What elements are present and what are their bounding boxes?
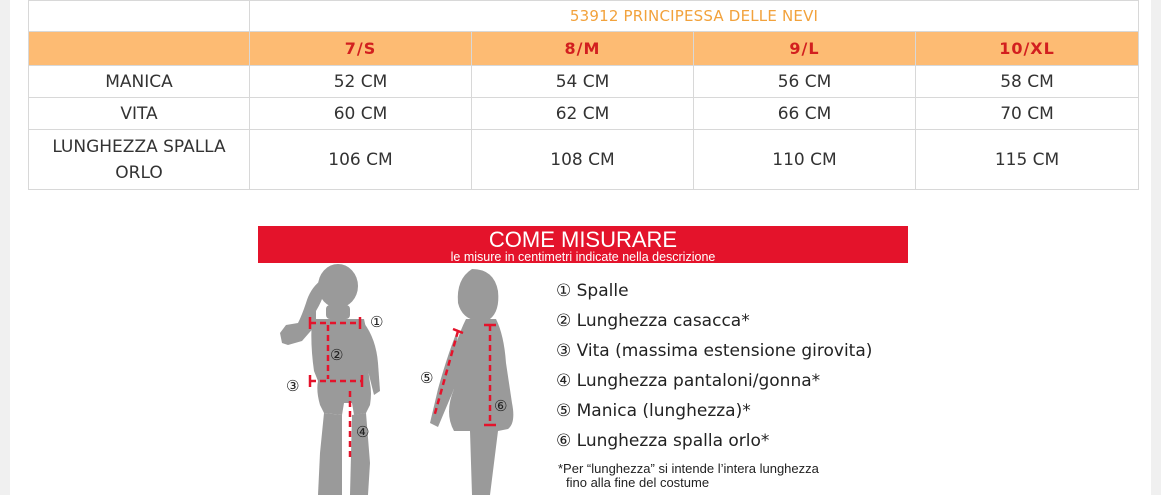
marker-5: ⑤ xyxy=(420,369,434,387)
table-cell: 110 CM xyxy=(694,130,916,190)
marker-3: ③ xyxy=(286,377,300,395)
size-header: 10/XL xyxy=(916,32,1139,66)
table-cell: 115 CM xyxy=(916,130,1139,190)
table-cell: 52 CM xyxy=(250,66,472,98)
banner-subtitle: le misure in centimetri indicate nella descrizione xyxy=(450,250,716,264)
size-chart-table xyxy=(28,0,1139,190)
empty-header-cell xyxy=(29,32,250,66)
row-label: MANICA xyxy=(29,66,250,98)
row-label-line: LUNGHEZZA SPALLA xyxy=(52,136,226,157)
banner-title: COME MISURARE xyxy=(488,227,678,252)
length-footnote xyxy=(558,462,918,490)
legend-item: ② Lunghezza casacca* xyxy=(556,311,750,331)
row-label xyxy=(29,130,250,190)
size-header: 9/L xyxy=(694,32,916,66)
table-cell: 106 CM xyxy=(250,130,472,190)
legend-item: ③ Vita (massima estensione girovita) xyxy=(556,341,873,361)
table-cell: 62 CM xyxy=(472,98,694,130)
table-cell: 54 CM xyxy=(472,66,694,98)
table-cell: 60 CM xyxy=(250,98,472,130)
table-cell: 70 CM xyxy=(916,98,1139,130)
marker-2: ② xyxy=(330,346,344,364)
guide-banner xyxy=(258,226,908,263)
child-silhouettes-illustration xyxy=(258,263,548,495)
marker-6: ⑥ xyxy=(494,397,508,415)
marker-4: ④ xyxy=(356,423,370,441)
row-label-line: ORLO xyxy=(115,162,163,183)
size-header: 8/M xyxy=(472,32,694,66)
footnote-line: fino alla fine del costume xyxy=(566,475,710,490)
size-header-row xyxy=(29,32,1139,66)
measurement-legend xyxy=(556,276,916,456)
table-cell: 56 CM xyxy=(694,66,916,98)
marker-1: ① xyxy=(370,313,384,331)
table-row xyxy=(29,130,1139,190)
table-cell: 108 CM xyxy=(472,130,694,190)
table-title-row xyxy=(29,1,1139,32)
table-cell: 58 CM xyxy=(916,66,1139,98)
table-row xyxy=(29,98,1139,130)
legend-item: ④ Lunghezza pantaloni/gonna* xyxy=(556,371,821,391)
legend-item: ⑥ Lunghezza spalla orlo* xyxy=(556,431,770,451)
legend-item: ⑤ Manica (lunghezza)* xyxy=(556,401,751,421)
table-cell: 66 CM xyxy=(694,98,916,130)
footnote-line: *Per “lunghezza” si intende l’intera lunghezza xyxy=(558,461,819,476)
table-row xyxy=(29,66,1139,98)
row-label: VITA xyxy=(29,98,250,130)
empty-corner-cell xyxy=(29,1,250,32)
product-title: 53912 PRINCIPESSA DELLE NEVI xyxy=(250,1,1139,32)
size-header: 7/S xyxy=(250,32,472,66)
measuring-guide xyxy=(258,226,908,495)
legend-item: ① Spalle xyxy=(556,281,629,301)
